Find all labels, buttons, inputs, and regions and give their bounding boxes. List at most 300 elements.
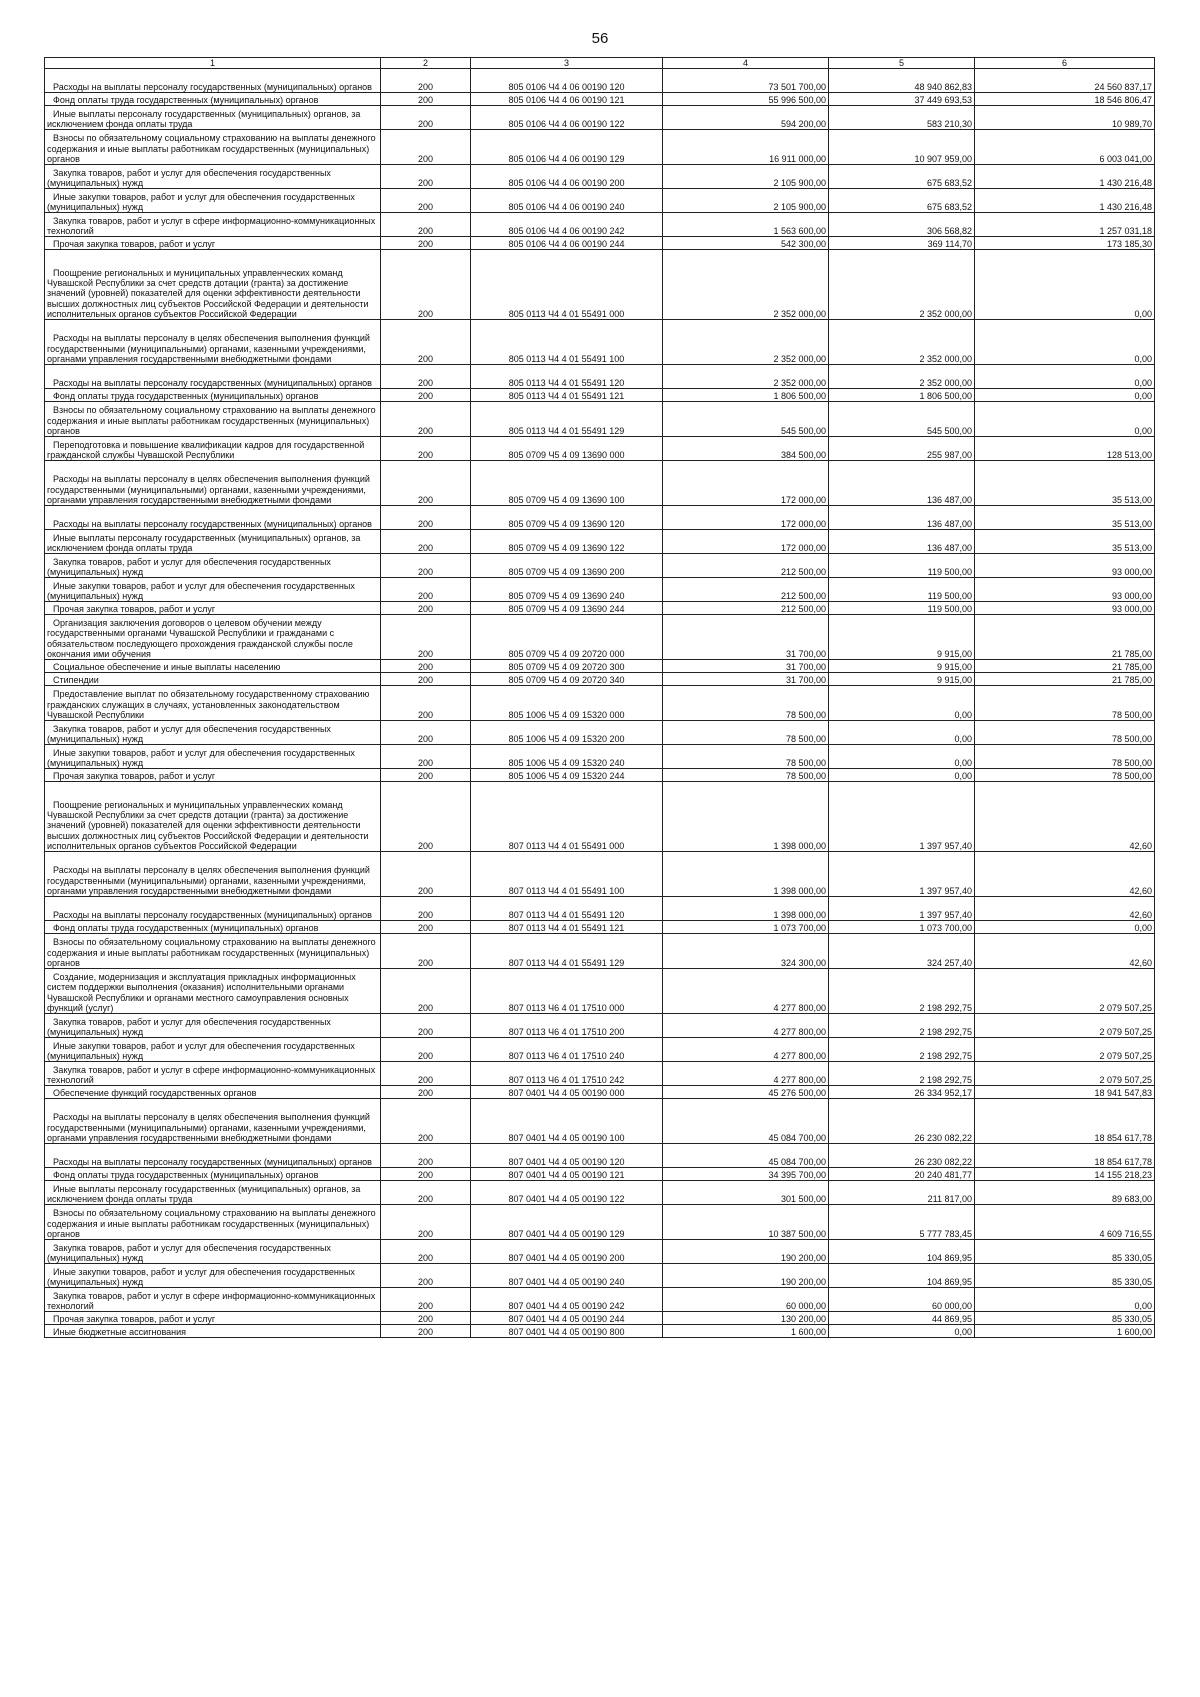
table-row xyxy=(45,250,1155,320)
column-header-1: 1 xyxy=(45,58,381,69)
row-code-line: 200 xyxy=(381,506,471,530)
row-name xyxy=(45,852,381,897)
row-executed: 211 817,00 xyxy=(829,1181,975,1205)
table-row xyxy=(45,1240,1155,1264)
table-row xyxy=(45,673,1155,686)
row-remaining: 78 500,00 xyxy=(975,769,1155,782)
row-name xyxy=(45,1312,381,1325)
row-name-text: Обеспечение функций государственных органов xyxy=(53,1088,257,1098)
row-executed: 2 198 292,75 xyxy=(829,1062,975,1086)
row-executed: 1 073 700,00 xyxy=(829,921,975,934)
row-code-line: 200 xyxy=(381,1288,471,1312)
row-executed: 60 000,00 xyxy=(829,1288,975,1312)
row-name-text: Закупка товаров, работ и услуг для обеспечения государственных (муниципальных) нужд xyxy=(47,167,331,188)
row-approved: 55 996 500,00 xyxy=(663,93,829,106)
page-number: 56 xyxy=(591,30,609,47)
row-budget-code: 805 0113 Ч4 4 01 55491 121 xyxy=(471,389,663,402)
row-executed: 0,00 xyxy=(829,721,975,745)
table-row xyxy=(45,578,1155,602)
row-code-line: 200 xyxy=(381,1062,471,1086)
row-executed: 0,00 xyxy=(829,769,975,782)
row-name xyxy=(45,660,381,673)
row-name xyxy=(45,389,381,402)
row-executed: 136 487,00 xyxy=(829,506,975,530)
row-code-line: 200 xyxy=(381,578,471,602)
table-row xyxy=(45,852,1155,897)
row-budget-code: 807 0401 Ч4 4 05 00190 242 xyxy=(471,1288,663,1312)
row-name-text: Расходы на выплаты персоналу государственных (муниципальных) органов xyxy=(53,519,372,529)
row-code-line: 200 xyxy=(381,673,471,686)
row-approved: 172 000,00 xyxy=(663,461,829,506)
row-code-line: 200 xyxy=(381,530,471,554)
row-code-line: 200 xyxy=(381,365,471,389)
row-executed: 20 240 481,77 xyxy=(829,1168,975,1181)
row-executed: 2 198 292,75 xyxy=(829,1014,975,1038)
row-name xyxy=(45,721,381,745)
row-name-text: Прочая закупка товаров, работ и услуг xyxy=(53,1314,216,1324)
table-row xyxy=(45,1144,1155,1168)
row-budget-code: 807 0113 Ч6 4 01 17510 240 xyxy=(471,1038,663,1062)
row-approved: 172 000,00 xyxy=(663,506,829,530)
row-executed: 369 114,70 xyxy=(829,237,975,250)
row-remaining: 18 941 547,83 xyxy=(975,1086,1155,1099)
table-row xyxy=(45,106,1155,130)
row-executed: 136 487,00 xyxy=(829,530,975,554)
row-name xyxy=(45,69,381,93)
row-name-text: Закупка товаров, работ и услуг для обеспечения государственных (муниципальных) нужд xyxy=(47,556,331,577)
row-budget-code: 805 0106 Ч4 4 06 00190 120 xyxy=(471,69,663,93)
table-row xyxy=(45,1205,1155,1240)
row-budget-code: 805 0106 Ч4 4 06 00190 129 xyxy=(471,130,663,165)
row-name xyxy=(45,506,381,530)
table-row xyxy=(45,189,1155,213)
row-name-text: Стипендии xyxy=(53,675,99,685)
row-name xyxy=(45,165,381,189)
row-remaining: 85 330,05 xyxy=(975,1264,1155,1288)
row-code-line: 200 xyxy=(381,769,471,782)
row-budget-code: 807 0113 Ч4 4 01 55491 120 xyxy=(471,897,663,921)
row-name-text: Расходы на выплаты персоналу государственных (муниципальных) органов xyxy=(53,910,372,920)
table-row xyxy=(45,1325,1155,1338)
row-budget-code: 805 0709 Ч5 4 09 13690 200 xyxy=(471,554,663,578)
row-remaining: 1 430 216,48 xyxy=(975,165,1155,189)
table-row xyxy=(45,437,1155,461)
row-name xyxy=(45,602,381,615)
row-name xyxy=(45,437,381,461)
row-executed: 306 568,82 xyxy=(829,213,975,237)
row-budget-code: 807 0401 Ч4 4 05 00190 240 xyxy=(471,1264,663,1288)
row-budget-code: 805 0106 Ч4 4 06 00190 121 xyxy=(471,93,663,106)
table-row xyxy=(45,402,1155,437)
row-name-text: Создание, модернизация и эксплуатация прикладных информационных систем поддержки выполнения (оказания) исполнительными органами Чувашской Республики и органами местного самоуправления основных функций (услуг) xyxy=(47,972,356,1013)
row-budget-code: 807 0113 Ч4 4 01 55491 121 xyxy=(471,921,663,934)
row-code-line: 200 xyxy=(381,1240,471,1264)
row-code-line: 200 xyxy=(381,1086,471,1099)
row-code-line: 200 xyxy=(381,389,471,402)
row-code-line: 200 xyxy=(381,461,471,506)
row-code-line: 200 xyxy=(381,921,471,934)
row-budget-code: 807 0113 Ч4 4 01 55491 100 xyxy=(471,852,663,897)
row-approved: 1 563 600,00 xyxy=(663,213,829,237)
row-executed: 545 500,00 xyxy=(829,402,975,437)
row-code-line: 200 xyxy=(381,1205,471,1240)
row-name-text: Взносы по обязательному социальному страхованию на выплаты денежного содержания и иные выплаты работникам государственных (муниципальных) органов xyxy=(47,133,376,164)
row-budget-code: 805 1006 Ч5 4 09 15320 244 xyxy=(471,769,663,782)
row-code-line: 200 xyxy=(381,969,471,1014)
row-code-line: 200 xyxy=(381,934,471,969)
row-remaining: 35 513,00 xyxy=(975,506,1155,530)
row-remaining: 2 079 507,25 xyxy=(975,1014,1155,1038)
row-name xyxy=(45,686,381,721)
row-remaining: 14 155 218,23 xyxy=(975,1168,1155,1181)
row-budget-code: 805 0106 Ч4 4 06 00190 242 xyxy=(471,213,663,237)
row-executed: 104 869,95 xyxy=(829,1240,975,1264)
table-row xyxy=(45,1038,1155,1062)
row-name xyxy=(45,1168,381,1181)
row-approved: 45 084 700,00 xyxy=(663,1099,829,1144)
row-name-text: Взносы по обязательному социальному страхованию на выплаты денежного содержания и иные выплаты работникам государственных (муниципальных) органов xyxy=(47,1208,376,1239)
table-row xyxy=(45,1062,1155,1086)
row-name xyxy=(45,1038,381,1062)
row-approved: 4 277 800,00 xyxy=(663,969,829,1014)
row-code-line: 200 xyxy=(381,189,471,213)
row-code-line: 200 xyxy=(381,554,471,578)
table-row xyxy=(45,1181,1155,1205)
row-budget-code: 807 0401 Ч4 4 05 00190 100 xyxy=(471,1099,663,1144)
row-name xyxy=(45,1325,381,1338)
row-code-line: 200 xyxy=(381,745,471,769)
row-approved: 31 700,00 xyxy=(663,660,829,673)
row-remaining: 128 513,00 xyxy=(975,437,1155,461)
row-budget-code: 805 0709 Ч5 4 09 13690 120 xyxy=(471,506,663,530)
row-approved: 78 500,00 xyxy=(663,745,829,769)
row-code-line: 200 xyxy=(381,437,471,461)
row-remaining: 78 500,00 xyxy=(975,721,1155,745)
row-remaining: 85 330,05 xyxy=(975,1240,1155,1264)
row-executed: 44 869,95 xyxy=(829,1312,975,1325)
table-row xyxy=(45,530,1155,554)
row-code-line: 200 xyxy=(381,69,471,93)
row-name xyxy=(45,1144,381,1168)
row-budget-code: 805 0709 Ч5 4 09 13690 240 xyxy=(471,578,663,602)
row-name-text: Иные выплаты персоналу государственных (муниципальных) органов, за исключением фонда оплаты труда xyxy=(47,1183,361,1204)
row-name-text: Фонд оплаты труда государственных (муниципальных) органов xyxy=(53,923,319,933)
row-budget-code: 805 1006 Ч5 4 09 15320 200 xyxy=(471,721,663,745)
table-row xyxy=(45,1014,1155,1038)
row-executed: 1 397 957,40 xyxy=(829,782,975,852)
table-row xyxy=(45,93,1155,106)
row-name-text: Закупка товаров, работ и услуг для обеспечения государственных (муниципальных) нужд xyxy=(47,723,331,744)
row-code-line: 200 xyxy=(381,130,471,165)
row-name xyxy=(45,1099,381,1144)
row-remaining: 0,00 xyxy=(975,320,1155,365)
row-code-line: 200 xyxy=(381,1014,471,1038)
row-approved: 31 700,00 xyxy=(663,673,829,686)
row-approved: 130 200,00 xyxy=(663,1312,829,1325)
row-budget-code: 805 0709 Ч5 4 09 20720 000 xyxy=(471,615,663,660)
row-code-line: 200 xyxy=(381,1264,471,1288)
row-approved: 1 806 500,00 xyxy=(663,389,829,402)
row-executed: 119 500,00 xyxy=(829,554,975,578)
column-header-3: 3 xyxy=(471,58,663,69)
row-executed: 9 915,00 xyxy=(829,615,975,660)
row-executed: 1 806 500,00 xyxy=(829,389,975,402)
row-executed: 2 198 292,75 xyxy=(829,969,975,1014)
row-budget-code: 805 0106 Ч4 4 06 00190 200 xyxy=(471,165,663,189)
row-remaining: 93 000,00 xyxy=(975,554,1155,578)
row-approved: 4 277 800,00 xyxy=(663,1062,829,1086)
table-row xyxy=(45,213,1155,237)
row-approved: 542 300,00 xyxy=(663,237,829,250)
row-budget-code: 807 0401 Ч4 4 05 00190 000 xyxy=(471,1086,663,1099)
row-budget-code: 805 0709 Ч5 4 09 13690 000 xyxy=(471,437,663,461)
row-remaining: 10 989,70 xyxy=(975,106,1155,130)
row-executed: 9 915,00 xyxy=(829,673,975,686)
table-row xyxy=(45,745,1155,769)
row-approved: 212 500,00 xyxy=(663,554,829,578)
row-budget-code: 807 0401 Ч4 4 05 00190 200 xyxy=(471,1240,663,1264)
row-approved: 78 500,00 xyxy=(663,686,829,721)
row-name xyxy=(45,213,381,237)
row-budget-code: 807 0401 Ч4 4 05 00190 120 xyxy=(471,1144,663,1168)
row-name-text: Иные закупки товаров, работ и услуг для обеспечения государственных (муниципальных) нужд xyxy=(47,747,355,768)
row-name xyxy=(45,106,381,130)
row-name xyxy=(45,237,381,250)
row-name-text: Иные закупки товаров, работ и услуг для обеспечения государственных (муниципальных) нужд xyxy=(47,1266,355,1287)
row-name xyxy=(45,554,381,578)
row-name xyxy=(45,1086,381,1099)
row-name-text: Прочая закупка товаров, работ и услуг xyxy=(53,771,216,781)
row-approved: 60 000,00 xyxy=(663,1288,829,1312)
table-row xyxy=(45,165,1155,189)
row-name-text: Взносы по обязательному социальному страхованию на выплаты денежного содержания и иные выплаты работникам государственных (муниципальных) органов xyxy=(47,405,376,436)
row-executed: 675 683,52 xyxy=(829,165,975,189)
row-name xyxy=(45,530,381,554)
row-name-text: Закупка товаров, работ и услуг в сфере информационно-коммуникационных технологий xyxy=(47,1064,376,1085)
row-name xyxy=(45,320,381,365)
row-name-text: Социальное обеспечение и иные выплаты населению xyxy=(53,662,281,672)
row-approved: 172 000,00 xyxy=(663,530,829,554)
row-name-text: Прочая закупка товаров, работ и услуг xyxy=(53,604,216,614)
table-row xyxy=(45,365,1155,389)
row-executed: 104 869,95 xyxy=(829,1264,975,1288)
row-remaining: 173 185,30 xyxy=(975,237,1155,250)
table-row xyxy=(45,1288,1155,1312)
row-executed: 10 907 959,00 xyxy=(829,130,975,165)
table-row xyxy=(45,615,1155,660)
row-code-line: 200 xyxy=(381,250,471,320)
row-name xyxy=(45,745,381,769)
table-row xyxy=(45,237,1155,250)
row-approved: 4 277 800,00 xyxy=(663,1038,829,1062)
row-executed: 324 257,40 xyxy=(829,934,975,969)
budget-execution-table xyxy=(44,57,1155,1338)
row-code-line: 200 xyxy=(381,1144,471,1168)
row-approved: 2 105 900,00 xyxy=(663,165,829,189)
row-name xyxy=(45,769,381,782)
row-approved: 10 387 500,00 xyxy=(663,1205,829,1240)
row-approved: 1 073 700,00 xyxy=(663,921,829,934)
row-remaining: 2 079 507,25 xyxy=(975,1038,1155,1062)
row-remaining: 42,60 xyxy=(975,782,1155,852)
row-name-text: Закупка товаров, работ и услуг в сфере информационно-коммуникационных технологий xyxy=(47,1290,376,1311)
row-approved: 4 277 800,00 xyxy=(663,1014,829,1038)
row-name-text: Прочая закупка товаров, работ и услуг xyxy=(53,239,216,249)
row-budget-code: 807 0113 Ч4 4 01 55491 000 xyxy=(471,782,663,852)
row-budget-code: 805 0113 Ч4 4 01 55491 100 xyxy=(471,320,663,365)
row-code-line: 200 xyxy=(381,1168,471,1181)
row-name-text: Фонд оплаты труда государственных (муниципальных) органов xyxy=(53,95,319,105)
row-name-text: Закупка товаров, работ и услуг в сфере информационно-коммуникационных технологий xyxy=(47,215,376,236)
row-name-text: Иные закупки товаров, работ и услуг для обеспечения государственных (муниципальных) нужд xyxy=(47,1040,355,1061)
row-remaining: 35 513,00 xyxy=(975,461,1155,506)
row-remaining: 6 003 041,00 xyxy=(975,130,1155,165)
column-header-2: 2 xyxy=(381,58,471,69)
row-approved: 1 600,00 xyxy=(663,1325,829,1338)
row-name-text: Иные выплаты персоналу государственных (муниципальных) органов, за исключением фонда оплаты труда xyxy=(47,108,361,129)
row-name-text: Поощрение региональных и муниципальных управленческих команд Чувашской Республики за счет средств дотации (гранта) за достижение значений (уровней) показателей для оценки эффективности деятельности высших должностных лиц субъектов Российской Федерации и деятельности исполнительных органов субъектов Российской Федерации xyxy=(47,799,369,851)
row-approved: 212 500,00 xyxy=(663,578,829,602)
row-remaining: 1 600,00 xyxy=(975,1325,1155,1338)
table-row xyxy=(45,934,1155,969)
row-name xyxy=(45,402,381,437)
row-remaining: 2 079 507,25 xyxy=(975,1062,1155,1086)
row-budget-code: 805 0709 Ч5 4 09 13690 100 xyxy=(471,461,663,506)
table-row xyxy=(45,897,1155,921)
row-remaining: 1 257 031,18 xyxy=(975,213,1155,237)
row-remaining: 42,60 xyxy=(975,934,1155,969)
row-remaining: 0,00 xyxy=(975,402,1155,437)
table-row xyxy=(45,1086,1155,1099)
row-approved: 2 352 000,00 xyxy=(663,365,829,389)
row-approved: 324 300,00 xyxy=(663,934,829,969)
row-remaining: 21 785,00 xyxy=(975,660,1155,673)
row-name xyxy=(45,673,381,686)
row-approved: 1 398 000,00 xyxy=(663,897,829,921)
row-budget-code: 807 0113 Ч6 4 01 17510 242 xyxy=(471,1062,663,1086)
row-remaining: 85 330,05 xyxy=(975,1312,1155,1325)
row-name xyxy=(45,578,381,602)
table-row xyxy=(45,602,1155,615)
table-row xyxy=(45,1168,1155,1181)
row-name xyxy=(45,615,381,660)
table-body xyxy=(45,69,1155,1338)
row-code-line: 200 xyxy=(381,1099,471,1144)
row-name-text: Закупка товаров, работ и услуг для обеспечения государственных (муниципальных) нужд xyxy=(47,1016,331,1037)
row-code-line: 200 xyxy=(381,852,471,897)
row-name-text: Расходы на выплаты персоналу государственных (муниципальных) органов xyxy=(53,82,372,92)
row-executed: 1 397 957,40 xyxy=(829,897,975,921)
row-remaining: 89 683,00 xyxy=(975,1181,1155,1205)
row-budget-code: 805 0106 Ч4 4 06 00190 244 xyxy=(471,237,663,250)
row-code-line: 200 xyxy=(381,1325,471,1338)
table-row xyxy=(45,769,1155,782)
row-remaining: 24 560 837,17 xyxy=(975,69,1155,93)
row-budget-code: 807 0401 Ч4 4 05 00190 244 xyxy=(471,1312,663,1325)
row-code-line: 200 xyxy=(381,237,471,250)
row-remaining: 42,60 xyxy=(975,852,1155,897)
table-row xyxy=(45,660,1155,673)
row-executed: 2 198 292,75 xyxy=(829,1038,975,1062)
row-budget-code: 805 0709 Ч5 4 09 13690 122 xyxy=(471,530,663,554)
row-executed: 9 915,00 xyxy=(829,660,975,673)
row-remaining: 78 500,00 xyxy=(975,686,1155,721)
row-budget-code: 805 0709 Ч5 4 09 20720 340 xyxy=(471,673,663,686)
table-row xyxy=(45,320,1155,365)
row-remaining: 18 546 806,47 xyxy=(975,93,1155,106)
row-executed: 136 487,00 xyxy=(829,461,975,506)
row-code-line: 200 xyxy=(381,1312,471,1325)
row-remaining: 0,00 xyxy=(975,365,1155,389)
row-approved: 301 500,00 xyxy=(663,1181,829,1205)
row-approved: 16 911 000,00 xyxy=(663,130,829,165)
table-row xyxy=(45,782,1155,852)
row-executed: 1 397 957,40 xyxy=(829,852,975,897)
row-name-text: Иные закупки товаров, работ и услуг для обеспечения государственных (муниципальных) нужд xyxy=(47,580,355,601)
row-remaining: 18 854 617,78 xyxy=(975,1099,1155,1144)
row-name xyxy=(45,1181,381,1205)
row-code-line: 200 xyxy=(381,165,471,189)
row-executed: 675 683,52 xyxy=(829,189,975,213)
row-budget-code: 807 0401 Ч4 4 05 00190 121 xyxy=(471,1168,663,1181)
table-row xyxy=(45,969,1155,1014)
row-remaining: 1 430 216,48 xyxy=(975,189,1155,213)
row-code-line: 200 xyxy=(381,897,471,921)
row-budget-code: 807 0113 Ч4 4 01 55491 129 xyxy=(471,934,663,969)
row-name xyxy=(45,1205,381,1240)
row-remaining: 0,00 xyxy=(975,250,1155,320)
row-remaining: 42,60 xyxy=(975,897,1155,921)
row-approved: 45 084 700,00 xyxy=(663,1144,829,1168)
row-remaining: 0,00 xyxy=(975,921,1155,934)
row-budget-code: 805 0106 Ч4 4 06 00190 240 xyxy=(471,189,663,213)
row-name xyxy=(45,1240,381,1264)
table-row xyxy=(45,389,1155,402)
row-name xyxy=(45,1062,381,1086)
row-budget-code: 805 0113 Ч4 4 01 55491 120 xyxy=(471,365,663,389)
row-approved: 31 700,00 xyxy=(663,615,829,660)
row-name-text: Расходы на выплаты персоналу в целях обеспечения выполнения функций государственными (муниципальными) органами, казенными учреждениями, органами управления государственными внебюджетными фондами xyxy=(47,1112,370,1143)
row-remaining: 4 609 716,55 xyxy=(975,1205,1155,1240)
row-code-line: 200 xyxy=(381,660,471,673)
row-remaining: 35 513,00 xyxy=(975,530,1155,554)
row-approved: 73 501 700,00 xyxy=(663,69,829,93)
row-approved: 2 352 000,00 xyxy=(663,320,829,365)
row-name-text: Поощрение региональных и муниципальных управленческих команд Чувашской Республики за счет средств дотации (гранта) за достижение значений (уровней) показателей для оценки эффективности деятельности высших должностных лиц субъектов Российской Федерации и деятельности исполнительных органов субъектов Российской Федерации xyxy=(47,267,369,319)
row-remaining: 2 079 507,25 xyxy=(975,969,1155,1014)
row-name-text: Расходы на выплаты персоналу государственных (муниципальных) органов xyxy=(53,1157,372,1167)
row-executed: 37 449 693,53 xyxy=(829,93,975,106)
column-header-4: 4 xyxy=(663,58,829,69)
row-name xyxy=(45,1288,381,1312)
column-header-6: 6 xyxy=(975,58,1155,69)
row-approved: 594 200,00 xyxy=(663,106,829,130)
row-code-line: 200 xyxy=(381,721,471,745)
row-name xyxy=(45,461,381,506)
row-name-text: Расходы на выплаты персоналу в целях обеспечения выполнения функций государственными (муниципальными) органами, казенными учреждениями, органами управления государственными внебюджетными фондами xyxy=(47,474,370,505)
row-budget-code: 805 0113 Ч4 4 01 55491 000 xyxy=(471,250,663,320)
row-name-text: Иные закупки товаров, работ и услуг для обеспечения государственных (муниципальных) нужд xyxy=(47,191,355,212)
row-remaining: 93 000,00 xyxy=(975,602,1155,615)
row-name-text: Взносы по обязательному социальному страхованию на выплаты денежного содержания и иные выплаты работникам государственных (муниципальных) органов xyxy=(47,937,376,968)
row-name-text: Расходы на выплаты персоналу в целях обеспечения выполнения функций государственными (муниципальными) органами, казенными учреждениями, органами управления государственными внебюджетными фондами xyxy=(47,333,370,364)
row-budget-code: 805 0709 Ч5 4 09 13690 244 xyxy=(471,602,663,615)
table-row xyxy=(45,686,1155,721)
row-code-line: 200 xyxy=(381,402,471,437)
row-remaining: 93 000,00 xyxy=(975,578,1155,602)
row-code-line: 200 xyxy=(381,213,471,237)
row-executed: 2 352 000,00 xyxy=(829,365,975,389)
